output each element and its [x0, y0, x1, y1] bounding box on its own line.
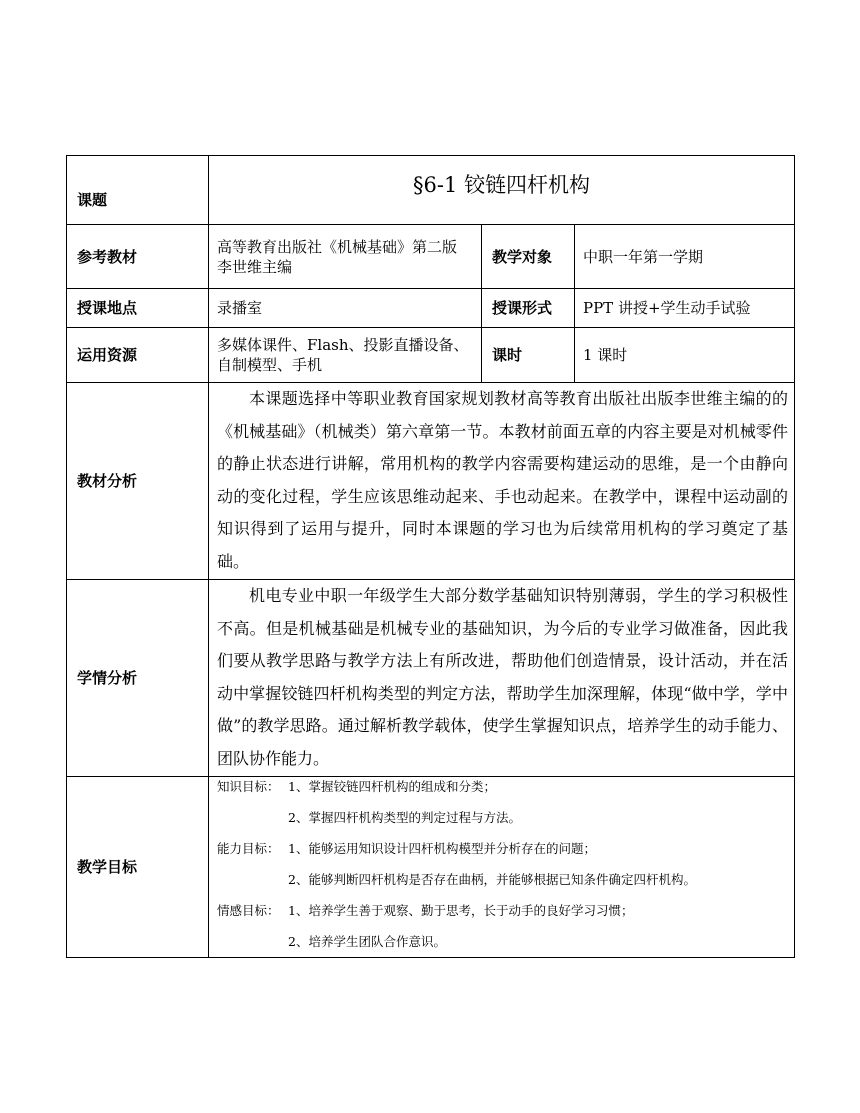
resources-value: 多媒体课件、Flash、投影直播设备、自制模型、手机: [209, 328, 482, 383]
hours-label: 课时: [482, 328, 575, 383]
venue-value: 录播室: [209, 289, 482, 328]
audience-label: 教学对象: [482, 225, 575, 289]
row-resources: [67, 328, 795, 383]
resources-label: 运用资源: [67, 328, 209, 383]
ability-objective-1: 1、能够运用知识设计四杆机构模型并分析存在的问题；: [288, 841, 596, 856]
material-analysis-text: 本课题选择中等职业教育国家规划教材高等教育出版社出版李世维主编的的《机械基础》（机械类）第六章第一节。本教材前面五章的内容主要是对机械零件的静止状态进行讲解，常用机构的教学内容需要构建运动的思维，是一个由静向动的变化过程，学生应该思维动起来、手也动起来。在教学中，课程中运动副的知识得到了运用与提升，同时本课题的学习也为后续常用机构的学习奠定了基础。: [217, 389, 789, 571]
learner-analysis-cell: [209, 580, 795, 777]
objectives-cell: [209, 777, 795, 958]
material-analysis-label: 教材分析: [67, 383, 209, 580]
objectives-label: 教学目标: [67, 777, 209, 958]
textbook-value: 高等教育出版社《机械基础》第二版 李世维主编: [209, 225, 482, 289]
learner-analysis-text: 机电专业中职一年级学生大部分数学基础知识特别薄弱，学生的学习积极性不高。但是机械基础是机械专业的基础知识，为今后的专业学习做准备，因此我们要从教学思路与教学方法上有所改进，帮助他们创造情景，设计活动，并在活动中掌握铰链四杆机构类型的判定方法，帮助学生加深理解，体现“做中学，学中做”的教学思路。通过解析教学载体，使学生掌握知识点，培养学生的动手能力、团队协作能力。: [217, 586, 789, 768]
row-venue: [67, 289, 795, 328]
objective-line: [217, 903, 794, 918]
lesson-plan-table: [66, 155, 795, 958]
hours-value: 1 课时: [575, 328, 795, 383]
row-objectives: [67, 777, 795, 958]
topic-label: 课题: [67, 156, 209, 225]
format-value: PPT 讲授+学生动手试验: [575, 289, 795, 328]
venue-label: 授课地点: [67, 289, 209, 328]
row-learner-analysis: [67, 580, 795, 777]
knowledge-objective-2: 2、掌握四杆机构类型的判定过程与方法。: [288, 810, 521, 825]
objective-line: [217, 841, 794, 856]
material-analysis-cell: [209, 383, 795, 580]
objective-line: [217, 810, 794, 825]
topic-title: §6-1 铰链四杆机构: [209, 156, 795, 225]
ability-objective-heading: 能力目标：: [217, 841, 280, 856]
knowledge-objective-heading: 知识目标：: [217, 779, 280, 794]
emotion-objective-1: 1、培养学生善于观察、勤于思考，长于动手的良好学习习惯；: [288, 903, 634, 918]
row-topic: [67, 156, 795, 225]
emotion-objective-heading: 情感目标：: [217, 903, 280, 918]
row-material-analysis: [67, 383, 795, 580]
objective-line: [217, 779, 794, 794]
objective-line: [217, 934, 794, 949]
ability-objective-2: 2、能够判断四杆机构是否存在曲柄，并能够根据已知条件确定四杆机构。: [288, 872, 696, 887]
textbook-label: 参考教材: [67, 225, 209, 289]
audience-value: 中职一年第一学期: [575, 225, 795, 289]
knowledge-objective-1: 1、掌握铰链四杆机构的组成和分类；: [288, 779, 496, 794]
learner-analysis-label: 学情分析: [67, 580, 209, 777]
row-textbook: [67, 225, 795, 289]
format-label: 授课形式: [482, 289, 575, 328]
emotion-objective-2: 2、培养学生团队合作意识。: [288, 934, 446, 949]
objective-line: [217, 872, 794, 887]
